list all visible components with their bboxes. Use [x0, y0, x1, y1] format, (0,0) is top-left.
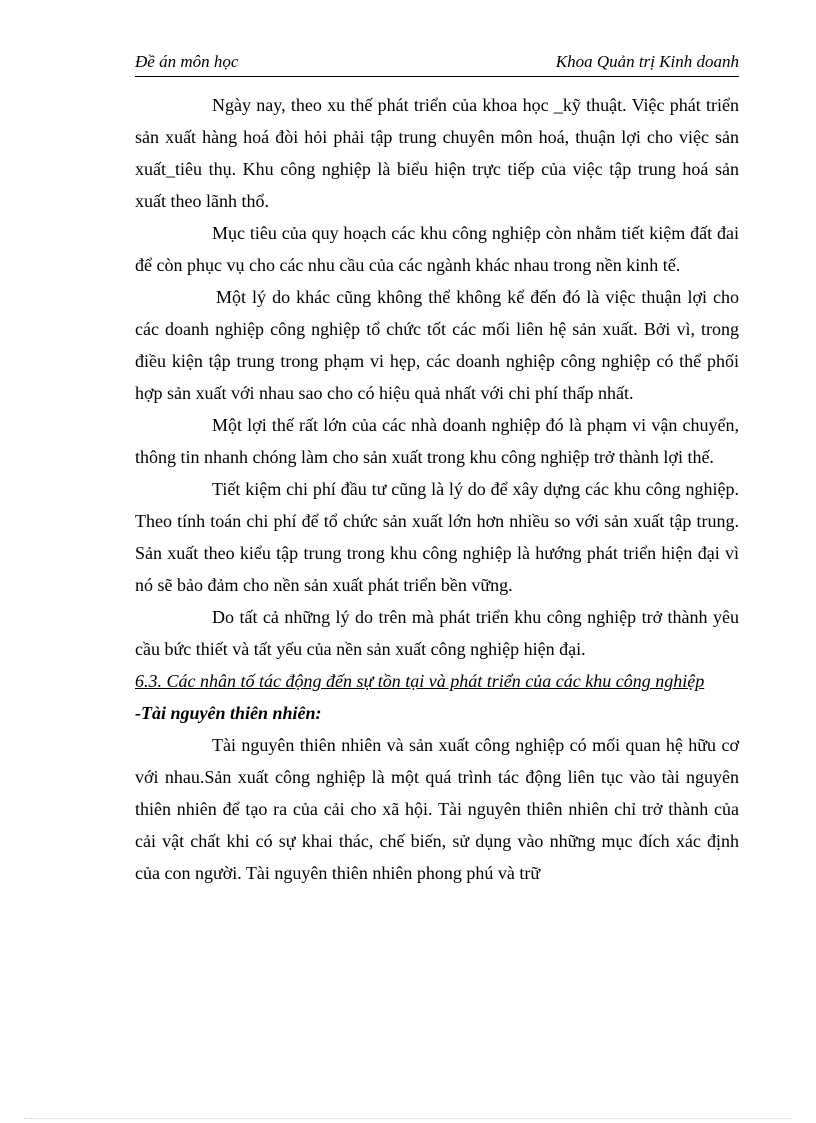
header-divider [135, 76, 739, 77]
page-header [135, 48, 739, 72]
body-paragraph: Tài nguyên thiên nhiên và sản xuất công nghiệp có mối quan hệ hữu cơ với nhau.Sản xuất công nghiệp là một quá trình tác động liên tục vào tài nguyên thiên nhiên để tạo ra của cải cho xã hội. Tài nguyên thiên nhiên chỉ trở thành của cải vật chất khi có sự khai thác, chế biến, sử dụng vào những mục đích xác định của con người. Tài nguyên thiên nhiên phong phú và trữ [135, 735, 739, 883]
body-paragraph: Mục tiêu của quy hoạch các khu công nghiệp còn nhằm tiết kiệm đất đai để còn phục vụ cho các nhu cầu của các ngành khác nhau trong nền kinh tế. [135, 223, 739, 275]
section-heading: 6.3. Các nhân tố tác động đến sự tồn tại và phát triển của các khu công nghiệp [135, 671, 705, 691]
body-paragraph: Tiết kiệm chi phí đầu tư cũng là lý do để xây dựng các khu công nghiệp. Theo tính toán chi phí để tổ chức sản xuất lớn hơn nhiều so với sản xuất tập trung. Sản xuất theo kiểu tập trung trong khu công nghiệp là hướng phát triển hiện đại vì nó sẽ bảo đảm cho nền sản xuất phát triển bền vững. [135, 479, 739, 595]
body-paragraph: Một lợi thế rất lớn của các nhà doanh nghiệp đó là phạm vi vận chuyển, thông tin nhanh chóng làm cho sản xuất trong khu công nghiệp trở thành lợi thế. [135, 415, 739, 467]
body-paragraph: Một lý do khác cũng không thể không kể đến đó là việc thuận lợi cho các doanh nghiệp công nghiệp tổ chức tốt các mối liên hệ sản xuất. Bởi vì, trong điều kiện tập trung trong phạm vi hẹp, các doanh nghiệp công nghiệp có thể phối hợp sản xuất với nhau sao cho có hiệu quả nhất với chi phí thấp nhất. [135, 287, 739, 403]
body-paragraph: Ngày nay, theo xu thế phát triển của khoa học _kỹ thuật. Việc phát triển sản xuất hàng hoá đòi hỏi phải tập trung chuyên môn hoá, thuận lợi cho việc sản xuất_tiêu thụ. Khu công nghiệp là biểu hiện trực tiếp của việc tập trung hoá sản xuất theo lãnh thổ. [135, 95, 739, 211]
header-course-title: Đề án môn học [135, 52, 239, 71]
document-body [135, 89, 739, 889]
body-paragraph: Do tất cả những lý do trên mà phát triển khu công nghiệp trở thành yêu cầu bức thiết và tất yếu của nền sản xuất công nghiệp hiện đại. [135, 607, 739, 659]
subsection-heading: -Tài nguyên thiên nhiên: [135, 703, 322, 723]
page-bottom-border [24, 1118, 792, 1119]
header-faculty-name: Khoa Quản trị Kinh doanh [555, 52, 739, 71]
